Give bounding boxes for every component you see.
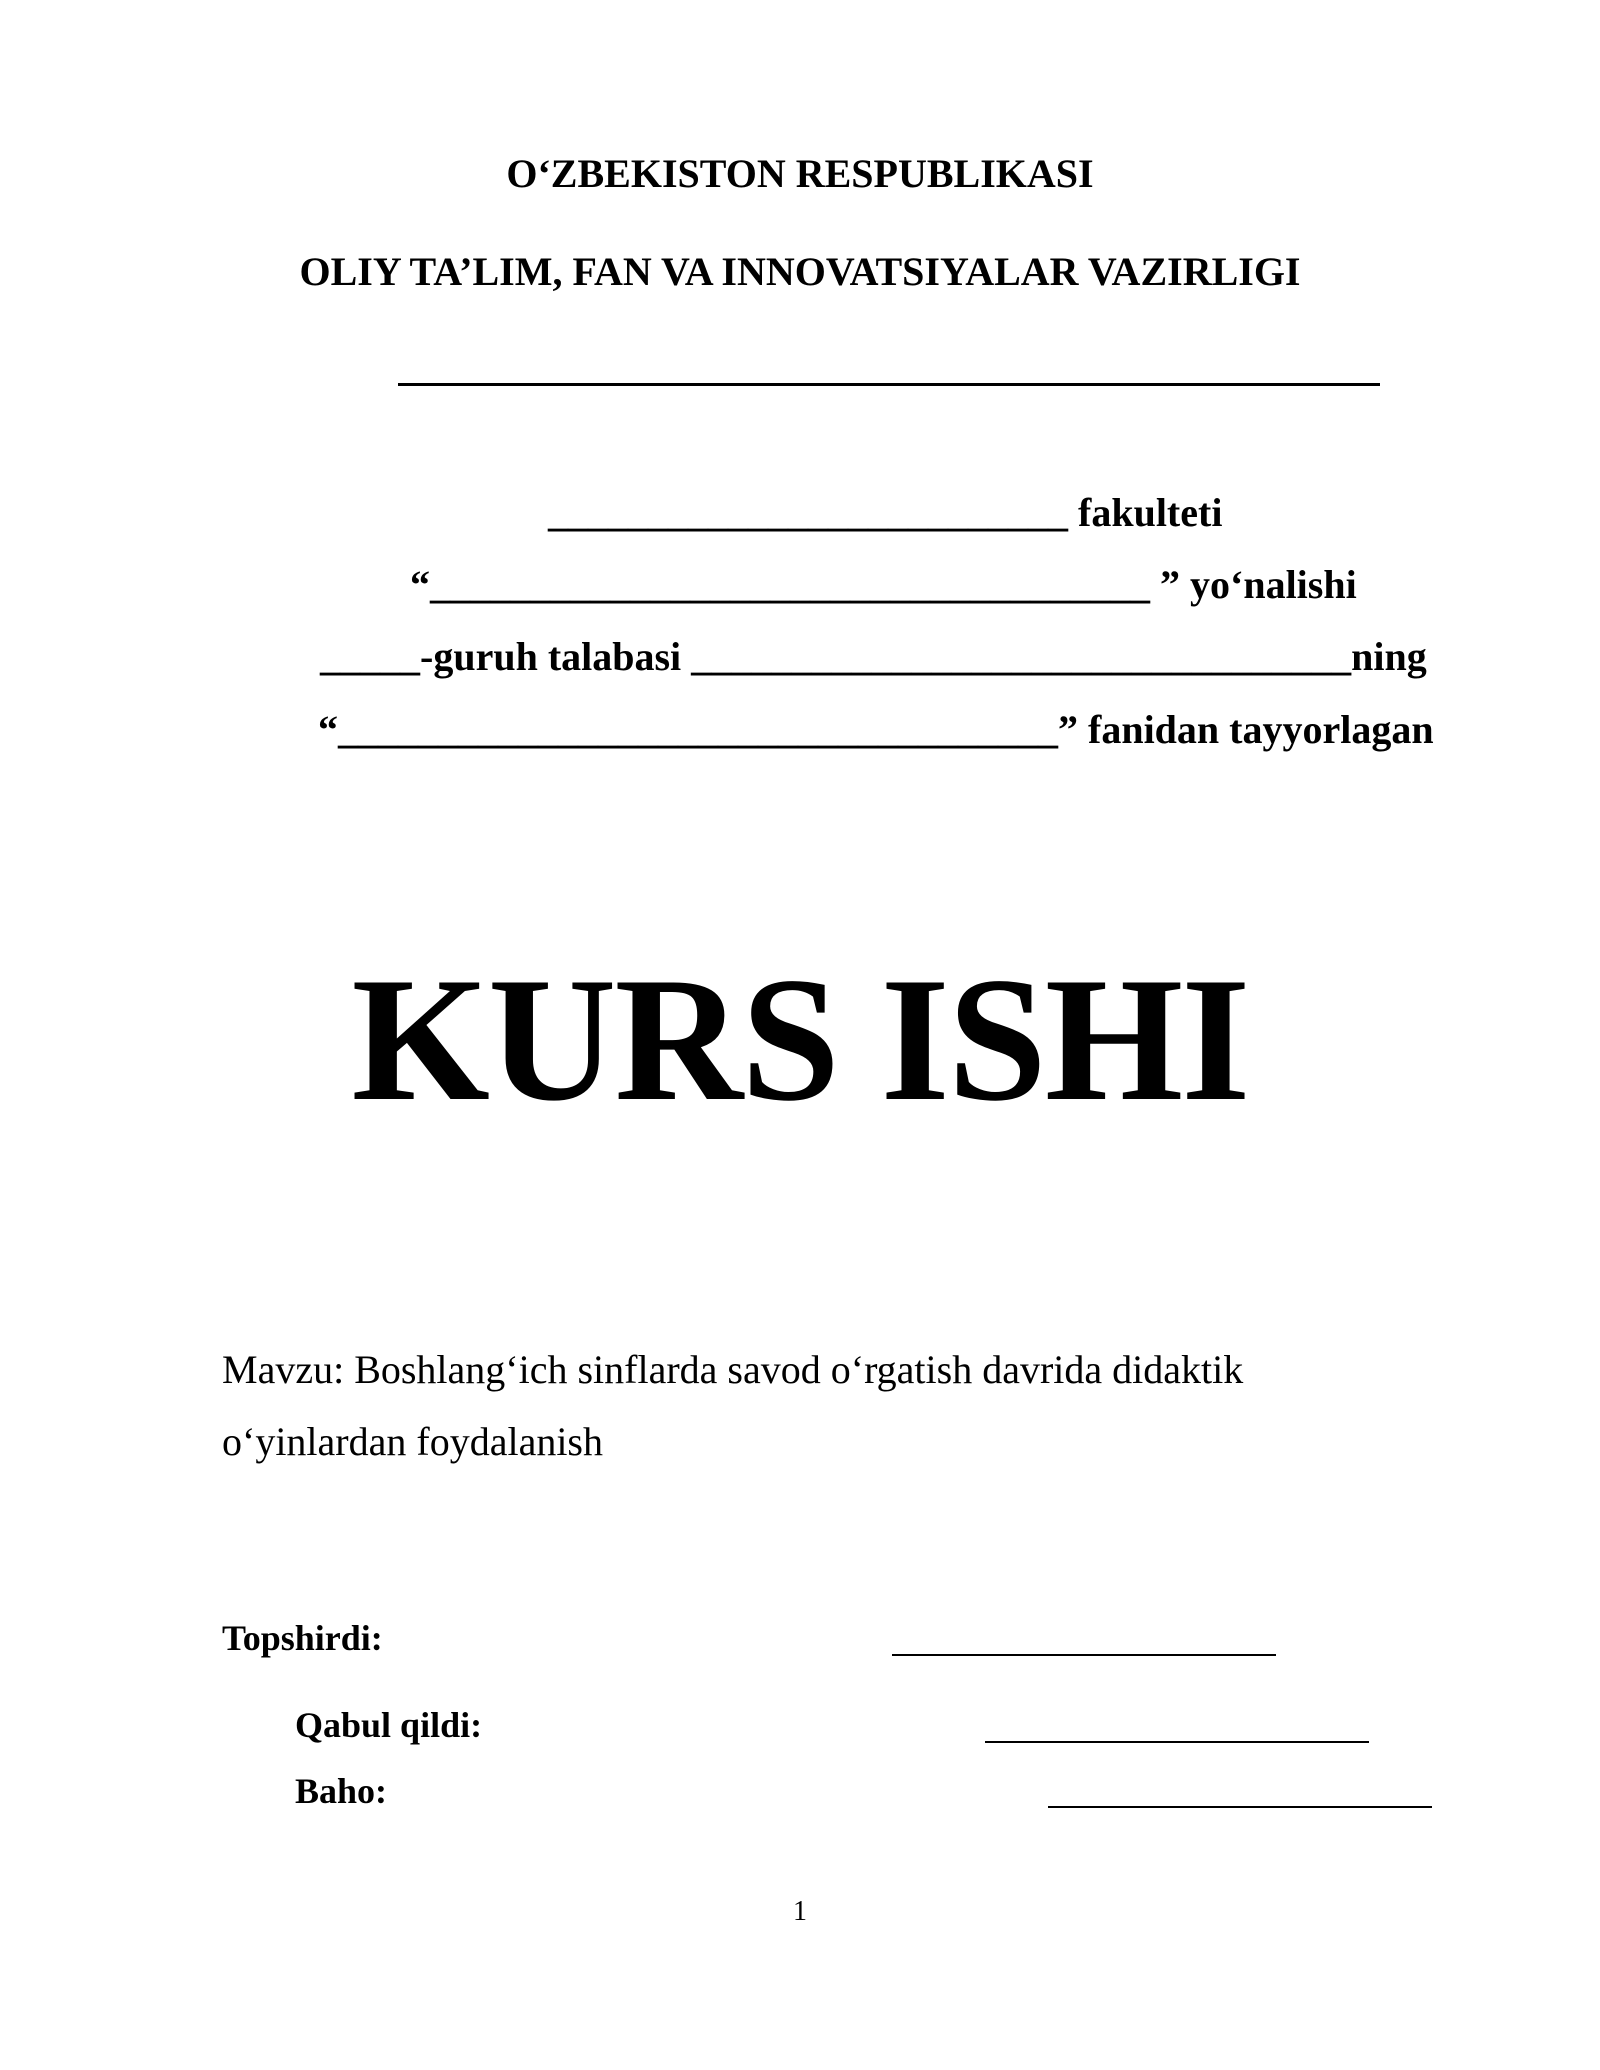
submitted-label: Topshirdi: <box>222 1618 383 1658</box>
faculty-line: __________________________ fakulteti <box>548 490 1223 535</box>
submitted-signature-line <box>892 1654 1276 1656</box>
page-number: 1 <box>793 1896 807 1927</box>
direction-line: “____________________________________ ” yo‘nalishi <box>410 562 1357 607</box>
group-student-line: _____-guruh talabasi _________________________________ning <box>320 634 1427 679</box>
topic-line-2: o‘yinlardan foydalanish <box>222 1419 603 1464</box>
grade-signature-line <box>1048 1806 1432 1808</box>
header-ministry: OLIY TA’LIM, FAN VA INNOVATSIYALAR VAZIRLIGI <box>299 249 1301 294</box>
header-republic: O‘ZBEKISTON RESPUBLIKASI <box>506 151 1094 196</box>
topic-line-1: Mavzu: Boshlang‘ich sinflarda savod o‘rgatish davrida didaktik <box>222 1347 1244 1392</box>
subject-line: “____________________________________” fanidan tayyorlagan <box>318 707 1434 752</box>
document-title: KURS ISHI <box>351 940 1249 1138</box>
accepted-label: Qabul qildi: <box>295 1705 483 1745</box>
institution-blank-line <box>398 383 1380 386</box>
grade-label: Baho: <box>295 1771 388 1811</box>
accepted-signature-line <box>985 1741 1369 1743</box>
